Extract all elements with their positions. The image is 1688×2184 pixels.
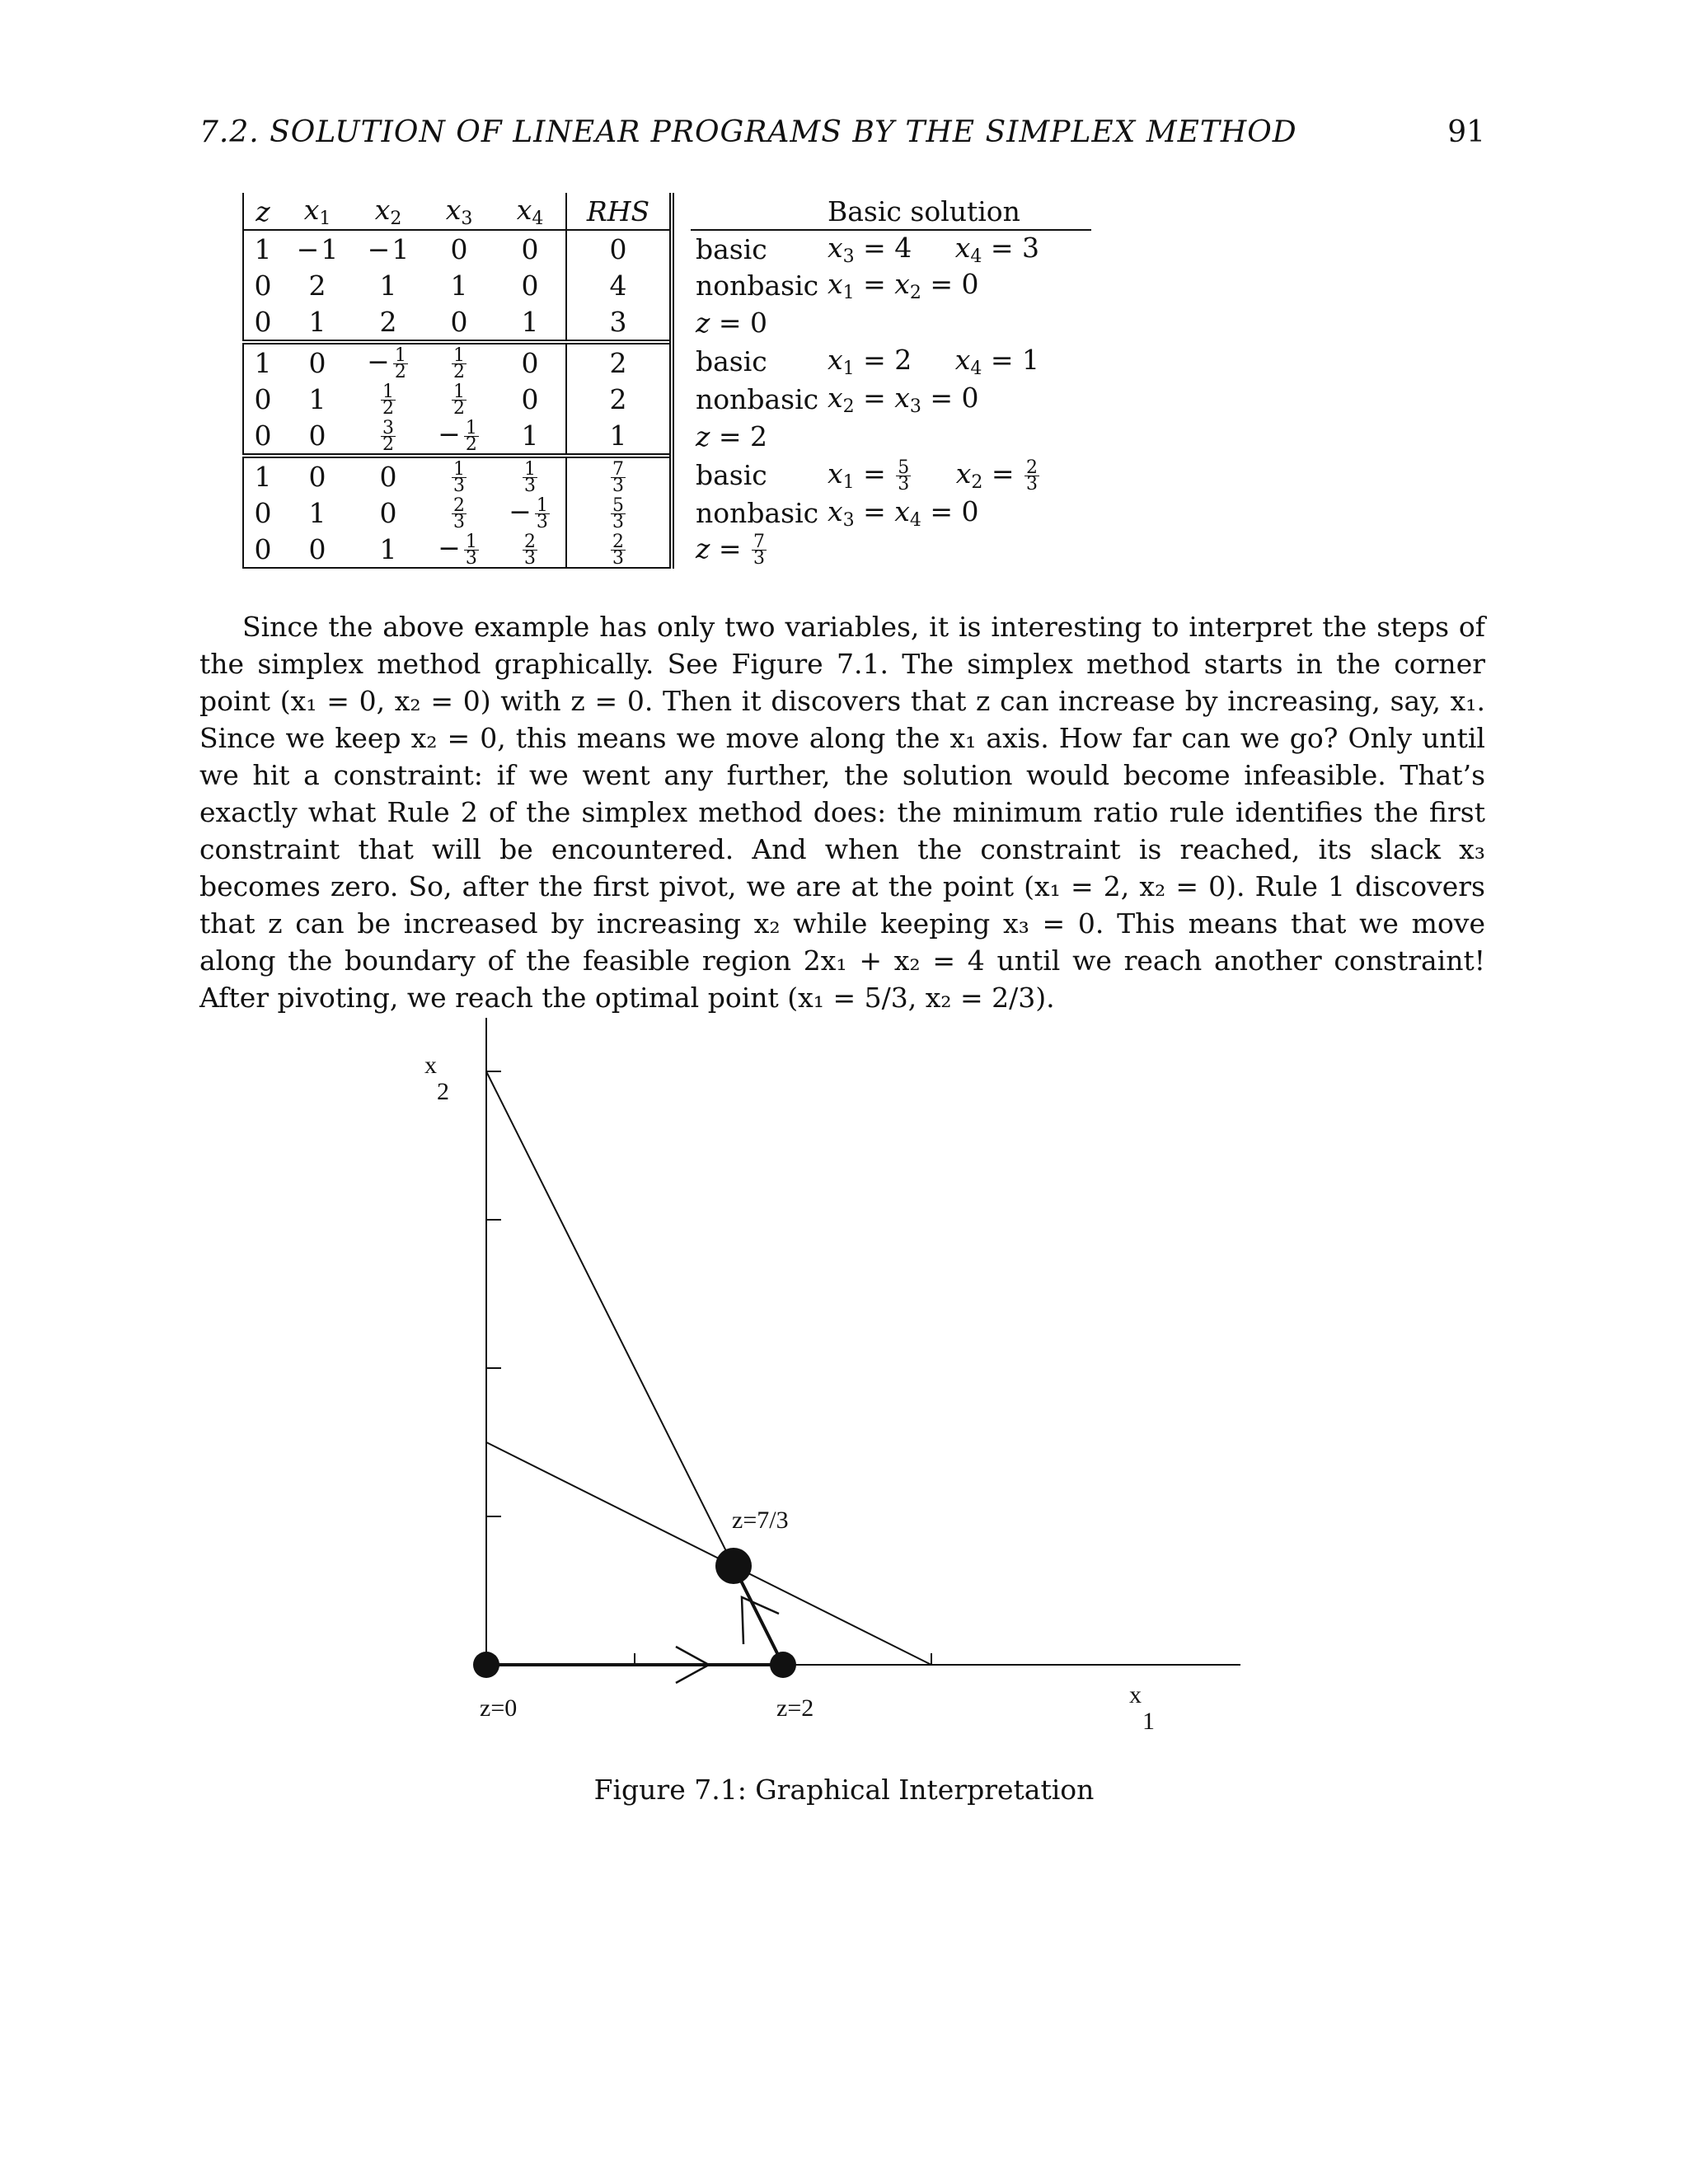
tableau-row — [243, 267, 1091, 303]
solution-value: $x_1 = 2$ $x_4 = 1$ — [828, 344, 1039, 379]
point-z2 — [770, 1652, 796, 1678]
tableau-cell: $\frac{3}{2}$ — [382, 417, 394, 455]
tableau-cell: − $\frac{1}{2}$ — [353, 342, 424, 381]
solution-value: $x_2 = x_3 = 0$ — [828, 381, 979, 417]
tableau-cell: 4 — [566, 267, 672, 303]
tableau-cell: 1 — [450, 269, 468, 302]
running-head: 7.2. SOLUTION OF LINEAR PROGRAMS BY THE SIMPLEX METHOD — [199, 115, 1297, 149]
tableau-cell: 0 — [495, 267, 566, 303]
tableau-cell: 2 — [379, 305, 397, 338]
tableau-row — [243, 417, 1091, 456]
tableau-row — [243, 230, 1091, 267]
tableau-cell: $\frac{2}{3}$ — [495, 531, 566, 568]
gap — [672, 531, 691, 568]
solution-label: nonbasic — [696, 496, 819, 529]
tableau-column-header: z — [243, 193, 282, 230]
gap — [672, 494, 691, 531]
tableau-cell: 0 — [353, 456, 424, 494]
tableau-cell: 0 — [566, 230, 672, 267]
tableau-cell: 1 — [308, 382, 326, 415]
gap — [672, 342, 691, 381]
tableau-cell: 1 — [243, 230, 282, 267]
point-optimal — [715, 1548, 752, 1584]
solution-label: basic — [696, 459, 767, 491]
simplex-tableau — [242, 193, 1149, 569]
solution-value: $x_3 = x_4 = 0$ — [828, 494, 979, 531]
tableau-cell: 1 — [243, 342, 282, 381]
tableau-cell: − $\frac{1}{2}$ — [438, 417, 477, 455]
solution-label: z = 2 — [696, 420, 768, 452]
figure-svg — [404, 1005, 1253, 1731]
tableau-cell: −1 — [353, 230, 424, 267]
solution-value — [828, 531, 1091, 568]
solution-header: Basic solution — [828, 193, 1091, 230]
solution-header-spacer — [691, 193, 828, 230]
label-z-optimal: z=7/3 — [732, 1507, 789, 1534]
tableau-cell: 1 — [495, 417, 566, 456]
tableau-table — [242, 193, 1091, 569]
label-z2: z=2 — [776, 1694, 814, 1722]
tableau-cell: 1 — [308, 305, 326, 338]
tableau-cell: 3 — [566, 303, 672, 342]
figure-caption: Figure 7.1: Graphical Interpretation — [593, 1774, 1095, 1806]
figure-graphical-interpretation — [404, 1005, 1253, 1735]
tableau-cell: 0 — [243, 267, 282, 303]
tableau-cell: 2 — [308, 269, 326, 302]
solution-label: z = 0 — [696, 307, 768, 339]
tableau-column-header: $x_4$ — [495, 193, 566, 230]
tableau-row — [243, 342, 1091, 381]
solution-label: nonbasic — [696, 382, 819, 415]
solution-label: z = $\frac{7}{3}$ — [696, 532, 766, 569]
tableau-cell: 0 — [308, 419, 326, 452]
tableau-cell: $\frac{1}{2}$ — [424, 342, 495, 381]
tableau-cell: 0 — [243, 494, 282, 531]
tableau-header-row — [243, 193, 1091, 230]
tableau-cell: 0 — [379, 496, 397, 529]
solution-value — [828, 303, 1091, 342]
x-axis-subscript: 1 — [1142, 1708, 1155, 1735]
tableau-cell: 0 — [282, 456, 353, 494]
tableau-cell: $\frac{2}{3}$ — [566, 531, 672, 568]
gap — [672, 381, 691, 417]
tableau-cell: $\frac{5}{3}$ — [566, 494, 672, 531]
tableau-cell: 2 — [566, 381, 672, 417]
tableau-cell: 1 — [379, 269, 397, 302]
gap — [672, 193, 691, 230]
page-number: 91 — [1447, 115, 1485, 149]
tableau-row — [243, 456, 1091, 494]
page-header — [199, 115, 1485, 157]
tableau-cell: 0 — [243, 531, 282, 568]
tableau-column-header: $x_3$ — [445, 193, 473, 229]
tableau-cell: −1 — [282, 230, 353, 267]
tableau-cell: 0 — [243, 303, 282, 342]
solution-label: basic — [696, 345, 767, 377]
gap — [672, 456, 691, 494]
tableau-cell: 0 — [243, 417, 282, 456]
tableau-column-header: $x_1$ — [303, 193, 331, 229]
tableau-cell: $\frac{1}{2}$ — [382, 381, 394, 419]
tableau-row — [243, 381, 1091, 417]
tableau-cell: 0 — [495, 381, 566, 417]
tableau-row — [243, 303, 1091, 342]
tableau-column-header: $x_2$ — [374, 193, 402, 229]
gap — [672, 417, 691, 456]
tableau-cell: 0 — [282, 342, 353, 381]
tableau-cell: 1 — [243, 456, 282, 494]
tableau-row — [243, 531, 1091, 568]
x-axis-label: x — [1129, 1681, 1142, 1708]
tableau-row — [243, 494, 1091, 531]
label-z0: z=0 — [480, 1694, 518, 1722]
tableau-cell: $\frac{1}{3}$ — [424, 456, 495, 494]
tableau-cell: 0 — [282, 531, 353, 568]
y-axis-subscript: 2 — [437, 1078, 449, 1105]
tableau-cell: $\frac{1}{3}$ — [495, 456, 566, 494]
body-paragraph: Since the above example has only two variables, it is interesting to interpret the steps of the simplex method graphically. See Figure 7.1. The simplex method starts in the corner point (x₁ = 0, x₂ = 0) with z = 0. Then it discovers that z can increase by increasing, say, x₁. Since we keep x₂ = 0, this means we move along the x₁ axis. How far can we go? Only until we hit a constraint: if we went any further, the solution would become infeasible. That’s exactly what Rule 2 of the simplex method does: the minimum ratio rule identifies the first constraint that will be encountered. And when the constraint is reached, its slack x₃ becomes zero. So, after the first pivot, we are at the point (x₁ = 2, x₂ = 0). Rule 1 discovers that z can be increased by increasing x₂ while keeping x₃ = 0. This means that we move along the boundary of the feasible region 2x₁ + x₂ = 4 until we reach another constraint! After pivoting, we reach the optimal point (x₁ = 5/3, x₂ = 2/3). — [199, 611, 1485, 1014]
solution-value: $x_1 = x_2 = 0$ — [828, 267, 979, 303]
tableau-cell: $\frac{1}{2}$ — [453, 381, 465, 419]
tableau-cell: 0 — [450, 305, 468, 338]
tableau-cell: 0 — [243, 381, 282, 417]
solution-label: nonbasic — [696, 269, 819, 302]
tableau-cell: 1 — [495, 303, 566, 342]
y-axis-label: x — [424, 1052, 437, 1079]
gap — [672, 267, 691, 303]
tableau-cell: − $\frac{1}{3}$ — [424, 531, 495, 568]
tableau-cell: 0 — [495, 342, 566, 381]
tableau-cell: $\frac{2}{3}$ — [453, 494, 465, 532]
tableau-cell: − $\frac{1}{3}$ — [495, 494, 566, 531]
gap — [672, 303, 691, 342]
tableau-column-header: RHS — [566, 193, 672, 230]
solution-label: basic — [696, 232, 767, 265]
solution-value: $x_1$ = $\frac{5}{3}$ $x_2$ = $\frac{2}{3}$ — [828, 457, 1038, 494]
tableau-cell: $\frac{7}{3}$ — [566, 456, 672, 494]
solution-value — [828, 417, 1091, 456]
gap — [672, 230, 691, 267]
tableau-cell: 0 — [495, 230, 566, 267]
tableau-cell: 0 — [424, 230, 495, 267]
point-z0 — [473, 1652, 499, 1678]
tableau-cell: 1 — [353, 531, 424, 568]
constraint-line-x1-2x2-3 — [486, 1442, 931, 1665]
solution-value: $x_3 = 4$ $x_4 = 3$ — [828, 231, 1039, 267]
tableau-cell: 2 — [566, 342, 672, 381]
tableau-cell: 1 — [308, 496, 326, 529]
tableau-cell: 1 — [566, 417, 672, 456]
